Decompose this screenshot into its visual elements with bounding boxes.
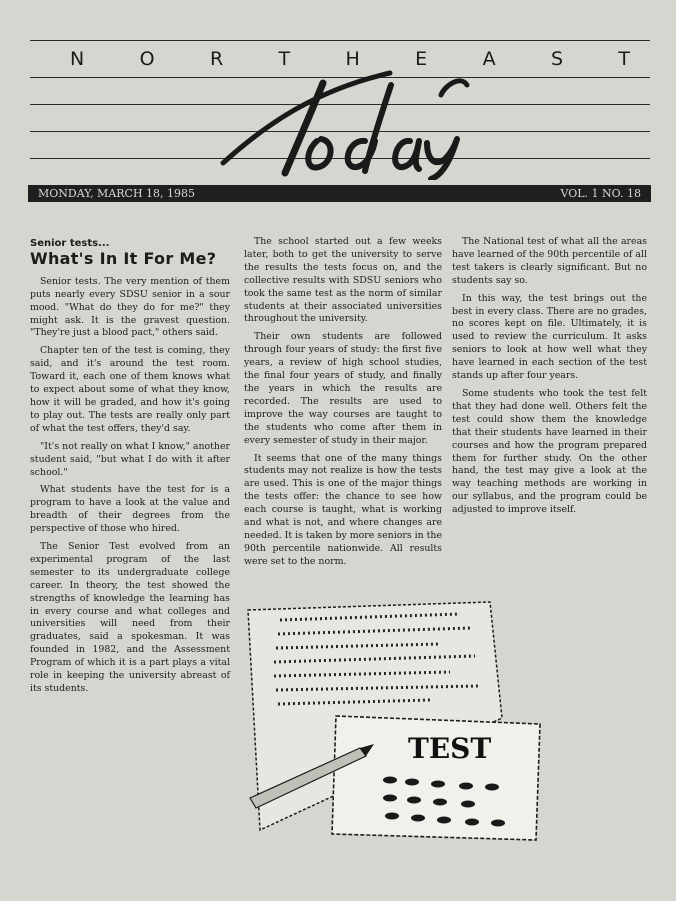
- masthead-letter: O: [139, 48, 155, 70]
- article-paragraph: Their own students are followed through four years of study: the first five years, a review of high school studies, the final four years of study, and finally the years in which the results are recorded. The results are used to improve the way courses are taught to the students who come after them in every semester of study in their major.: [244, 331, 442, 446]
- masthead-letter: E: [415, 48, 428, 70]
- article-paragraph: The Senior Test evolved from an experimental program of the last semester to its undergraduate college career. In theory, the test showed the strengths of knowledge the learning has in every course and what colleges and universities will need from their graduates, said a spokesman. It was founded in 1982, and the Assessment Program of which it is a part plays a vital role in keeping the university abreast of its students.: [30, 541, 230, 694]
- dateline-bar: [28, 185, 651, 202]
- article-paragraph: What students have the test for is a program to have a look at the value and breadth of their degrees from the perspective of those who hired.: [30, 484, 230, 535]
- article-kicker: Senior tests...: [30, 238, 110, 249]
- article-headline: What's In It For Me?: [30, 248, 217, 268]
- article-paragraph: The National test of what all the areas have learned of the 90th percentile of all test takers is clearly significant. But no students say so.: [452, 236, 647, 286]
- article-paragraph: Chapter ten of the test is coming, they said, and it's around the test room. Toward it, each one of them knows what to expect about some of what they know, how it will be graded, and how it's going to play out. The tests are really only part of what the test offers, they'd say.: [30, 345, 230, 434]
- masthead-letter: T: [618, 48, 630, 70]
- masthead-letter: S: [550, 48, 563, 70]
- article-paragraph: It seems that one of the many things students may not realize is how the tests are used. This is one of the major things the tests offer: the chance to see how each course is taught, what is working and what is not, and where changes are needed. It is taken by more seniors in the 90th percentile nationwide. All results were set to the norm.: [244, 452, 442, 567]
- test-sheet-drawing: [240, 598, 550, 843]
- article-paragraph: Senior tests. The very mention of them puts nearly every SDSU senior in a sour mood. "What do they do for me?" they might ask. It is the gravest question. "They're just a blood pact," others said.: [30, 275, 230, 339]
- article-column-1: [30, 238, 230, 701]
- issue-volume: VOL. 1 NO. 18: [560, 187, 641, 200]
- article-column-3: [452, 236, 647, 598]
- masthead-letter: R: [209, 48, 224, 70]
- issue-date: MONDAY, MARCH 18, 1985: [38, 187, 196, 200]
- masthead-letter: T: [278, 48, 291, 70]
- test-heading: TEST: [408, 732, 492, 765]
- masthead-letter: N: [70, 48, 85, 70]
- today-logo: [205, 55, 475, 180]
- article-paragraph: Some students who took the test felt that they had done well. Others felt the test could show them the knowledge that their students have learned in their courses and how the program prepared them for further study. On the other hand, the test may give a look at the way teaching methods are working in our syllabus, and the program could be adjusted to improve itself.: [452, 387, 647, 516]
- article-paragraph: In this way, the test brings out the best in every class. There are no grades, no scores kept on file. Ultimately, it is used to review the curriculum. It asks seniors to look at how well what they have learned in each section of the test stands up after four years.: [452, 292, 647, 382]
- article-column-2: [244, 236, 442, 591]
- masthead-rule-top: [30, 40, 650, 41]
- masthead-letter: A: [482, 48, 496, 70]
- article-paragraph: The school started out a few weeks later, both to get the university to serve the results the tests focus on, and the collective results with SDSU seniors who took the same test as the norm of similar students at their associated universities throughout the university.: [244, 236, 442, 325]
- masthead-letter: H: [345, 48, 360, 70]
- article-paragraph: "It's not really on what I know," another student said, "but what I do with it after school.": [30, 440, 230, 478]
- test-sheet-illustration: [240, 598, 550, 843]
